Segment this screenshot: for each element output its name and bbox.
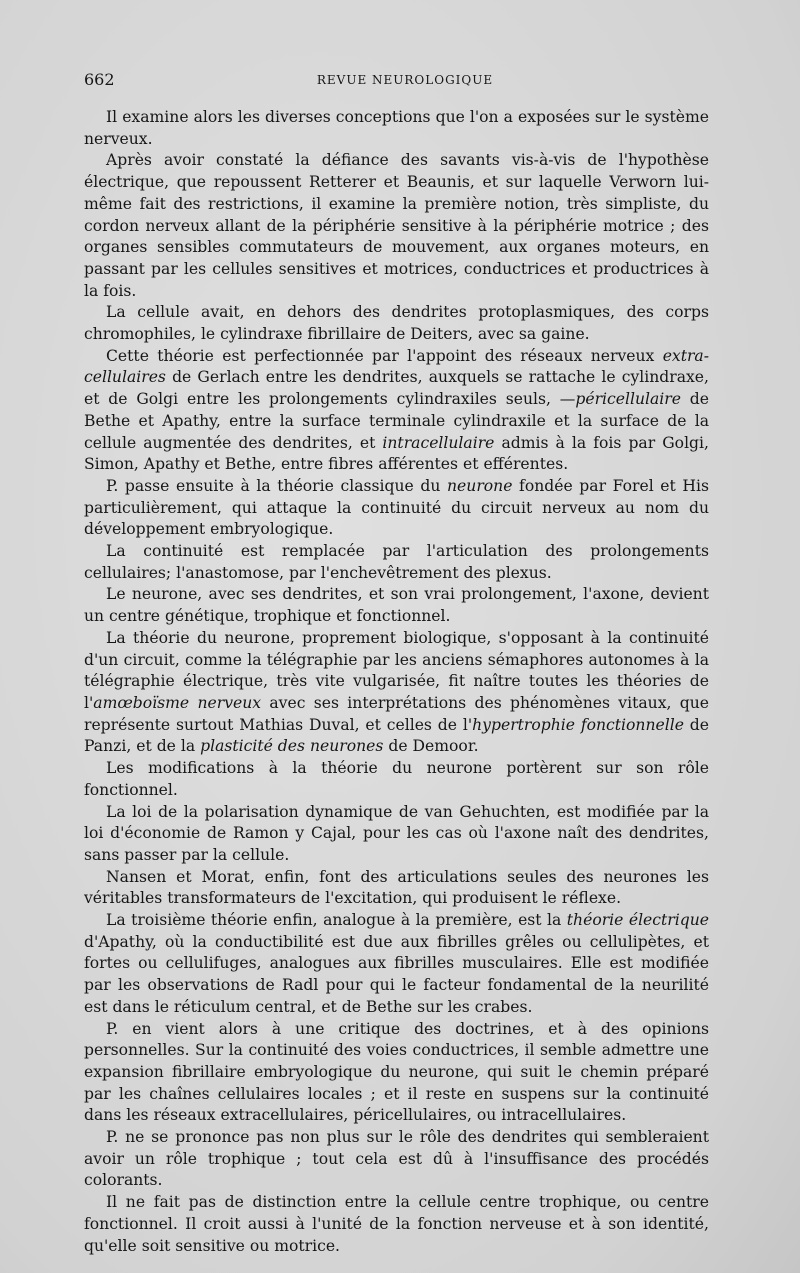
italic-run: théorie électrique	[566, 911, 709, 930]
text-run: La loi de la polarisation dynamique de van Gehuchten, est modifiée par la loi d'économie de Ramon y Cajal, pour les cas où l'axone naît des dendrites, sans passer par la cellule.	[84, 802, 709, 864]
text-run: d'Apathy, où la conductibilité est due aux fibrilles grêles ou cellulipètes, et fortes ou cellulifuges, analogues aux fibrilles musculaires. Elle est modifiée par les observations de Radl pour qui le facteur fondamental de la neurilité est dans le réticulum central, et de Bethe sur les crabes.	[84, 932, 709, 1016]
paragraph	[84, 584, 709, 627]
italic-run: extra-cellulaires	[84, 346, 709, 387]
paragraph	[84, 541, 709, 584]
text-run: de Demoor.	[383, 737, 479, 756]
paragraph	[84, 1127, 709, 1192]
paragraph	[84, 867, 709, 910]
paragraph	[84, 150, 709, 302]
paragraph	[84, 758, 709, 801]
text-run: de Panzi, et de la	[84, 715, 709, 756]
paragraph	[84, 628, 709, 758]
text-run: P. passe ensuite à la théorie classique du	[106, 476, 447, 495]
text-run: La théorie du neurone, proprement biologique, s'opposant à la continuité d'un circuit, comme la télégraphie par les anciens sémaphores autonomes à la télégraphie électrique, très vite vulgarisée, fit naître toutes les théories de l'	[84, 628, 709, 712]
page-number: 662	[84, 70, 115, 89]
text-run: Nansen et Morat, enfin, font des articulations seules des neurones les véritables transformateurs de l'excitation, qui produisent le réflexe.	[84, 867, 709, 908]
text-run: La troisième théorie enfin, analogue à la première, est la	[106, 911, 567, 930]
text-run: avec ses interprétations des phénomènes vitaux, que représente surtout Mathias Duval, et celles de l'	[84, 693, 709, 734]
paragraph	[84, 1192, 709, 1257]
text-run: fondée par Forel et His particulièrement, qui attaque la continuité du circuit nerveux au nom du développement embryologique.	[84, 476, 709, 539]
body-text	[84, 107, 709, 1257]
text-run: P. ne se prononce pas non plus sur le rôle des dendrites qui sembleraient avoir un rôle trophique ; tout cela est dû à l'insuffisance des procédés colorants.	[84, 1128, 709, 1190]
text-run: Il ne fait pas de distinction entre la cellule centre trophique, ou centre fonctionnel. Il croit aussi à l'unité de la fonction nerveuse et à son identité, qu'elle soit sensitive ou motrice.	[84, 1193, 709, 1255]
text-run: Les modifications à la théorie du neurone portèrent sur son rôle fonctionnel.	[84, 759, 709, 799]
text-run: La cellule avait, en dehors des dendrites protoplasmiques, des corps chromophiles, le cylindraxe fibrillaire de Deiters, avec sa gaine.	[84, 303, 709, 344]
paragraph	[84, 346, 709, 476]
italic-run: neurone	[447, 476, 513, 495]
text-run: Après avoir constaté la défiance des savants vis-à-vis de l'hypothèse électrique, que repoussent Retterer et Beaunis, et sur laquelle Verworn lui-même fait des restrictions, il examine la première notion, très simpliste, du cordon nerveux allant de la périphérie sensitive à la périphérie motrice ; des organes sensibles commutateurs de mouvement, aux organes moteurs, en passant par les cellules sensitives et motrices, conductrices et productrices à la fois.	[84, 151, 709, 300]
italic-run: plasticité des neurones	[200, 737, 384, 756]
paragraph	[84, 476, 709, 541]
paragraph	[84, 302, 709, 345]
text-run: Le neurone, avec ses dendrites, et son vrai prolongement, l'axone, devient un centre génétique, trophique et fonctionnel.	[84, 585, 709, 626]
running-header: REVUE NEUROLOGIQUE	[316, 73, 494, 87]
text-run: de Bethe et Apathy, entre la surface terminale cylindraxile et la surface de la cellule augmentée des dendrites, et	[84, 390, 709, 452]
text-run: La continuité est remplacée par l'articulation des prolongements cellulaires; l'anastomose, par l'enchevêtrement des plexus.	[84, 542, 709, 582]
paragraph	[84, 910, 709, 1019]
italic-run: péricellulaire	[575, 390, 681, 409]
text-run: de Gerlach entre les dendrites, auxquels se rattache le cylindraxe, et de Golgi entre les prolongements cylindraxiles seuls, —	[84, 368, 709, 409]
text-run: admis à la fois par Golgi, Simon, Apathy et Bethe, entre fibres afférentes et efférentes.	[84, 433, 709, 474]
text-run: Cette théorie est perfectionnée par l'appoint des réseaux nerveux	[106, 346, 663, 365]
paragraph	[84, 802, 709, 867]
italic-run: hypertrophie fonctionnelle	[472, 715, 684, 734]
paragraph	[84, 1019, 709, 1128]
paragraph	[84, 107, 709, 150]
text-run: Il examine alors les diverses conceptions que l'on a exposées sur le système nerveux.	[84, 108, 709, 148]
italic-run: amœboïsme nerveux	[93, 693, 262, 712]
italic-run: intracellulaire	[382, 433, 495, 452]
text-run: P. en vient alors à une critique des doctrines, et à des opinions personnelles. Sur la continuité des voies conductrices, il semble admettre une expansion fibrillaire embryologique du neurone, qui suit le chemin préparé par les chaînes cellulaires locales ; et il reste en suspens sur la continuité dans les réseaux extracellulaires, péricellulaires, ou intracellulaires.	[84, 1019, 709, 1125]
